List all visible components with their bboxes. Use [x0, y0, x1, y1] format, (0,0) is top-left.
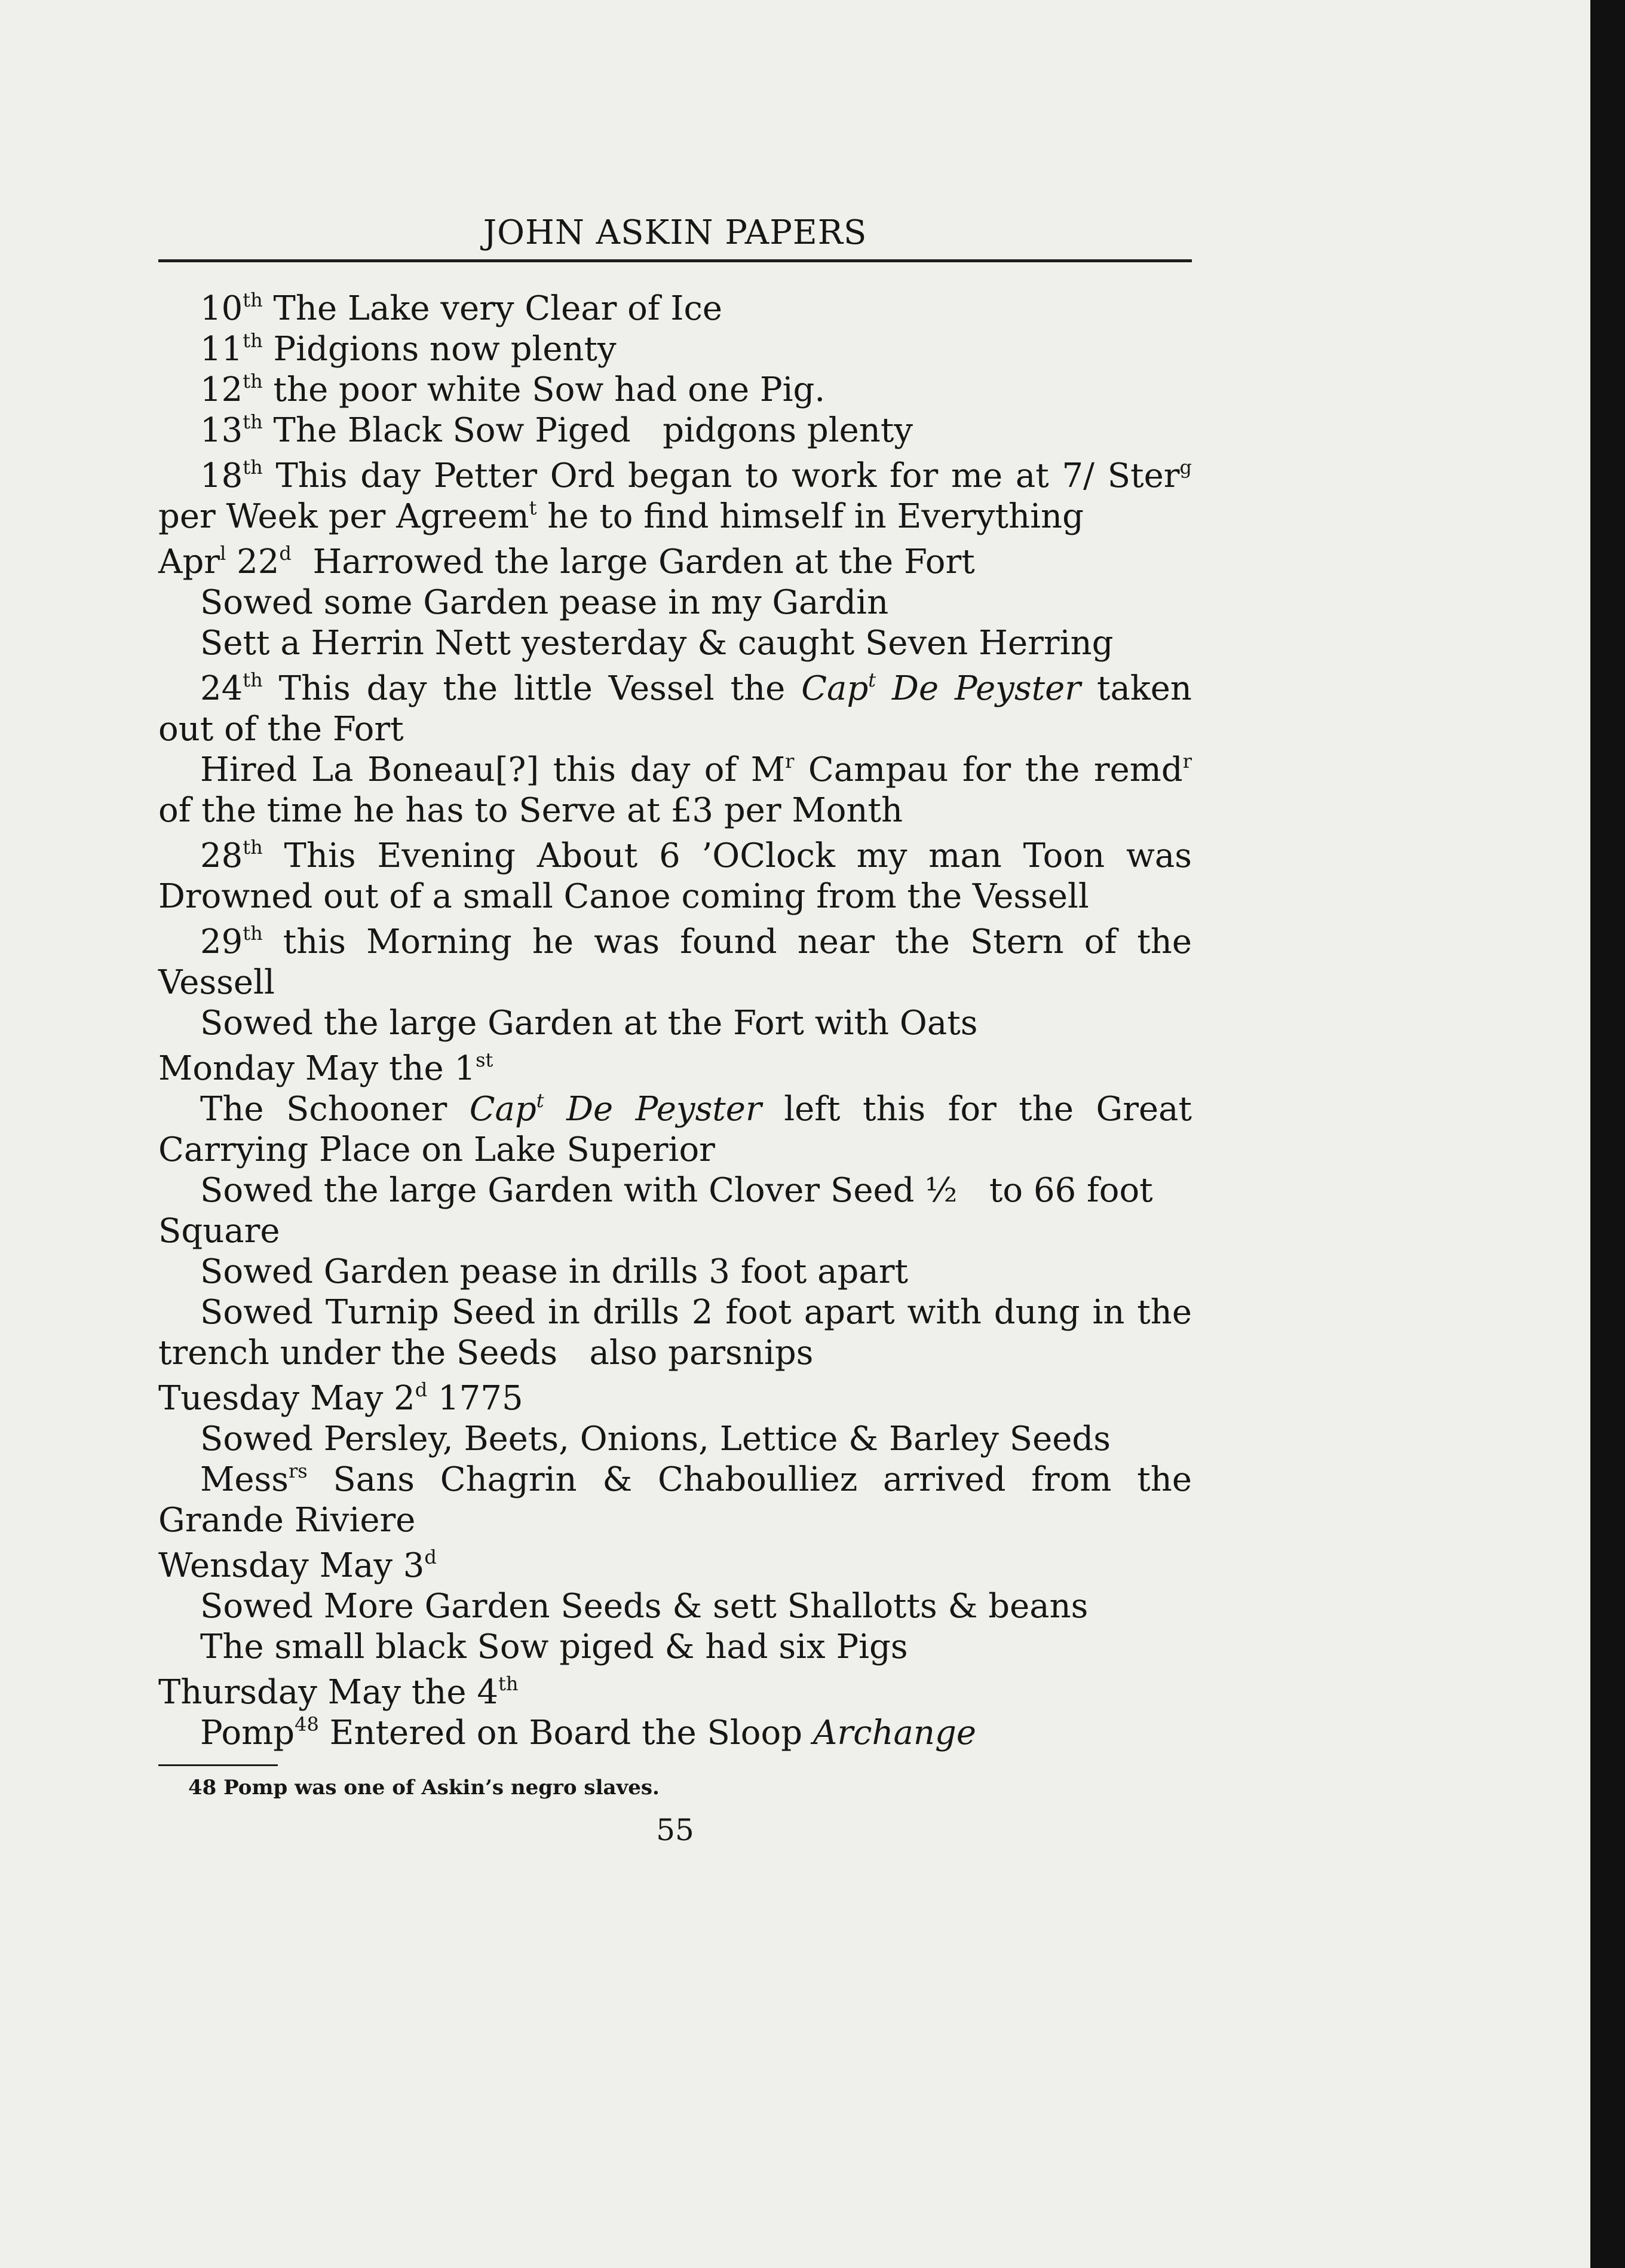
entry-apr-22 [158, 542, 1192, 583]
header-rule [158, 259, 1192, 262]
entry-text: This day Petter Ord began to work for me at 7/ Ster [262, 456, 1180, 495]
superscript: d [424, 1546, 437, 1568]
vessel-name: Archange [812, 1714, 976, 1752]
entry-text: Pomp [200, 1714, 295, 1752]
entry-text: this Morning he was found near the Stern of the Vessell [158, 922, 1192, 1002]
superscript: th [243, 410, 263, 433]
superscript: t [868, 669, 876, 691]
page-number: 55 [656, 1813, 694, 1847]
superscript: t [536, 1089, 544, 1112]
entry-line: Sowed More Garden Seeds & sett Shallotts & beans [200, 1587, 1089, 1626]
entry-date: Monday May the 1 [158, 1049, 476, 1088]
entry-line: Sett a Herrin Nett yesterday & caught Seven Herring [200, 624, 1114, 663]
entry-schooner [158, 1089, 1192, 1170]
entry-13th [158, 410, 1192, 451]
text-block [158, 209, 1203, 1847]
entry-text: Harrowed the large Garden at the Fort [291, 543, 975, 581]
entry-clover: Sowed the large Garden with Clover Seed ½ to 66 foot Square [158, 1171, 1164, 1251]
superscript: l [220, 542, 226, 565]
entry-date: Wensday May 3 [158, 1546, 425, 1585]
running-head: JOHN ASKIN PAPERS [483, 213, 867, 252]
entry-11th [158, 329, 1192, 370]
entry-10th [158, 289, 1192, 329]
vessel-name: Cap [469, 1090, 536, 1129]
superscript: t [529, 496, 537, 519]
superscript: th [243, 922, 263, 945]
entry-date: 22 [226, 543, 280, 581]
entry-text: Entered on Board the Sloop [318, 1714, 813, 1752]
entry-text: Mess [200, 1460, 289, 1499]
entry-date: 28 [200, 836, 243, 875]
entry-text: The Black Sow Piged pidgons plenty [262, 411, 913, 450]
entry-line: Sowed some Garden pease in my Gardin [200, 583, 889, 622]
footnote: 48 Pomp was one of Askin’s negro slaves. [188, 1776, 660, 1800]
superscript: th [243, 456, 263, 479]
vessel-name: Cap [801, 669, 869, 708]
entry-date: 24 [200, 669, 243, 708]
entry-pomp [158, 1713, 1192, 1754]
vessel-name: De Peyster [876, 669, 1081, 708]
footnote-rule [158, 1764, 278, 1766]
entry-text: Pidgions now plenty [262, 330, 617, 369]
entry-text: Hired La Boneau[?] this day of M [200, 750, 786, 789]
entry-text: he to find himself in Everything [536, 497, 1084, 536]
entry-text: Sans Chagrin & Chaboulliez arrived from the Grande Riviere [158, 1460, 1192, 1540]
entry-tuesday [158, 1378, 1192, 1419]
superscript: th [243, 289, 263, 311]
entry-thursday [158, 1672, 1192, 1713]
entry-line: Sowed the large Garden at the Fort with Oats [200, 1004, 978, 1043]
entry-date: 13 [200, 411, 243, 450]
entry-date: 11 [200, 330, 243, 369]
superscript: th [498, 1672, 519, 1695]
superscript: th [243, 370, 263, 393]
entry-line: Sowed Garden pease in drills 3 foot apart [200, 1252, 909, 1291]
entry-text: left this for the Great Carrying Place on Lake Superior [158, 1090, 1192, 1169]
superscript: th [243, 669, 263, 691]
vessel-name: De Peyster [544, 1090, 762, 1129]
entry-date: 18 [200, 456, 243, 495]
entry-text: This Evening About 6 ’OClock my man Toon was Drowned out of a small Canoe coming from the Vessell [158, 836, 1192, 916]
footnote-marker: 48 [295, 1713, 319, 1736]
superscript: g [1179, 456, 1192, 479]
entry-28th [158, 836, 1192, 917]
superscript: rs [288, 1460, 308, 1482]
entry-text: The Schooner [200, 1090, 470, 1129]
entry-18th [158, 456, 1192, 537]
entry-24th [158, 669, 1192, 750]
entry-text: The Lake very Clear of Ice [262, 289, 723, 328]
entry-date: 10 [200, 289, 243, 328]
entry-date: Thursday May the 4 [158, 1673, 498, 1712]
superscript: d [279, 542, 292, 565]
superscript: st [476, 1049, 493, 1071]
entry-date: Tuesday May 2 [158, 1379, 415, 1418]
entry-date: 12 [200, 370, 243, 409]
entry-hired [158, 750, 1192, 831]
entry-wensday [158, 1546, 1192, 1586]
entry-line: The small black Sow piged & had six Pigs [200, 1628, 908, 1666]
superscript: r [785, 750, 795, 773]
entry-text: taken out of the Fort [158, 669, 1192, 749]
entry-messrs [158, 1460, 1192, 1541]
entry-date: 1775 [427, 1379, 523, 1418]
entry-turnip: Sowed Turnip Seed in drills 2 foot apart with dung in the trench under the Seeds also parsnips [158, 1293, 1203, 1372]
entry-date: Apr [158, 543, 220, 581]
entry-date: 29 [200, 922, 243, 961]
scan-edge [1590, 0, 1625, 2268]
superscript: th [243, 329, 263, 352]
entry-29th [158, 922, 1192, 1003]
entry-text: per Week per Agreem [158, 497, 529, 536]
entry-text: the poor white Sow had one Pig. [262, 370, 826, 409]
superscript: d [415, 1378, 428, 1401]
entry-12th [158, 370, 1192, 410]
superscript: r [1182, 750, 1192, 773]
entry-text: This day the little Vessel the [262, 669, 802, 708]
entry-monday [158, 1049, 1192, 1089]
entry-text: of the time he has to Serve at £3 per Month [158, 791, 903, 830]
entry-line: Sowed Persley, Beets, Onions, Lettice & Barley Seeds [200, 1420, 1111, 1458]
superscript: th [243, 836, 263, 859]
entry-text: Campau for the remd [794, 750, 1183, 789]
